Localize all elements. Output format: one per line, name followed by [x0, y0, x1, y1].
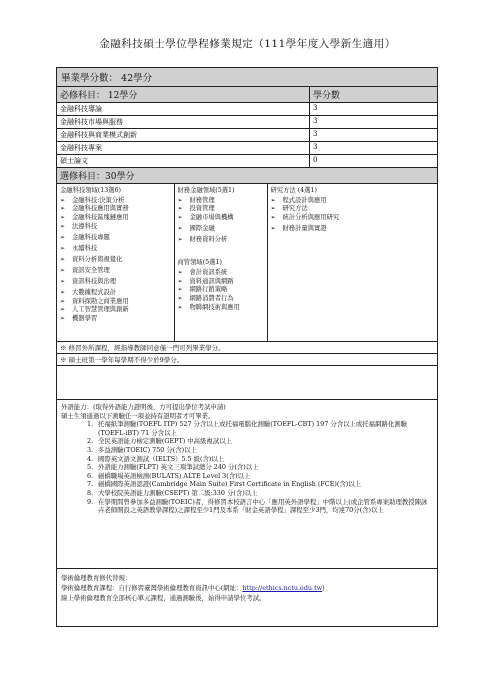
checkbox-icon: ➢ [177, 196, 183, 204]
elective-header-row [57, 168, 438, 184]
course-credits: 3 [310, 142, 438, 155]
list-item: 2. 全民英語能力檢定測驗(GEPT) 中高級複試以上 [87, 437, 232, 446]
checkbox-icon: ➢ [60, 297, 66, 305]
table-row [57, 116, 438, 129]
requirements-table [56, 67, 438, 627]
checkbox-icon: ➢ [60, 288, 66, 296]
checkbox-icon: ➢ [270, 225, 276, 233]
checkbox-icon: ➢ [270, 214, 276, 222]
course-credits: 3 [310, 116, 438, 129]
field-title: 商管領域(5選1) [177, 259, 222, 267]
finance-commerce-fields [174, 184, 267, 341]
checkbox-icon: ➢ [177, 268, 183, 276]
credits-header: 學分數 [310, 87, 438, 103]
methods-field [267, 184, 437, 341]
checkbox-icon: ➢ [270, 196, 276, 204]
checkbox-icon: ➢ [177, 303, 183, 311]
list-item: 5. 外語能力測驗(FLPT) 英文三項筆試總分 240 分(含)以上 [87, 463, 259, 472]
checkbox-icon: ➢ [60, 314, 66, 322]
list-item: ➢ 金融科技區塊鏈應用 [60, 214, 129, 222]
field-title: 財務金融領域(5選1) [177, 187, 235, 194]
course-name: 金融科技專案 [57, 142, 310, 155]
checkbox-icon: ➢ [177, 225, 183, 233]
list-item: ➢ 大數據程式設計 [60, 288, 117, 296]
field-title: 研究方法 (4選1) [270, 187, 317, 194]
checkbox-icon: ➢ [60, 306, 66, 314]
checkbox-icon: ➢ [270, 205, 276, 213]
list-item: 7. 劍橋國際英語認證(Cambridge Main Suite) First Certificate in English (FCE)(含)以上 [87, 480, 362, 489]
list-item: ➢ 資料探勘之商業應用 [60, 297, 129, 305]
list-item: ➢ 財務資料分析 [177, 236, 228, 244]
language-requirement-row [57, 400, 438, 569]
checkbox-icon: ➢ [60, 244, 66, 252]
list-item: 8. 大學校院英語能力測驗(CSEPT) 第二級:330 分(含)以上 [87, 488, 258, 497]
language-requirement [57, 400, 438, 569]
ethics-requirement [57, 569, 438, 627]
ethics-heading: 學術倫理教育修代替規： [61, 574, 132, 582]
list-item: ➢ 資料分析與視覺化 [60, 255, 123, 263]
list-item: ➢ 金融科技專題 [60, 233, 110, 241]
course-name: 金融科技市場與服務 [57, 116, 310, 129]
list-item: ➢ 物聯網技術與應用 [177, 303, 240, 311]
ethics-line: 學術倫理教育課程：自行修習臺灣學術倫理教育資訊中心(網址：http://ethics.nctu.edu.tw) [61, 584, 325, 592]
checkbox-icon: ➢ [60, 205, 66, 213]
course-credits: 3 [310, 103, 438, 116]
checkbox-icon: ➢ [60, 222, 66, 230]
list-item: 1. 托福紙筆測驗(TOEFL ITP) 527 分含以上或托福電腦化測驗(TOEFL-CBT) 197 分含以上或托福網路化測驗(TOEFL-iBT) 71 分含以上 [87, 420, 408, 437]
table-row [57, 155, 438, 168]
checkbox-icon: ➢ [177, 205, 183, 213]
table-row [57, 103, 438, 116]
list-item: ➢ 網路行銷策略 [177, 286, 228, 294]
note-text: ※ 修習外所課程，經指導教師同意僅一門可列畢業學分。 [57, 342, 438, 354]
checkbox-icon: ➢ [60, 196, 66, 204]
course-credits: 3 [310, 129, 438, 142]
elective-header: 選修科目：30學分 [57, 168, 438, 184]
checkbox-icon: ➢ [60, 266, 66, 274]
page-title: 金融科技碩士學位學程修業規定（111學年度入學新生適用） [99, 38, 396, 50]
required-header-row [57, 87, 438, 103]
field-title: 金融科技領域(13選6) [60, 187, 122, 194]
list-item: ➢ 人工智慧管理與創新 [60, 306, 129, 314]
note-text: ※ 碩士班第一學年每學期不得少於9學分。 [57, 354, 438, 366]
list-item: ➢ 財務計量與實證 [270, 225, 327, 233]
course-name: 碩士論文 [57, 155, 310, 168]
checkbox-icon: ➢ [177, 286, 183, 294]
list-item: 4. 國際英文語文測試（IELTS）5.5 級(含)以上 [87, 454, 225, 463]
course-credits: 0 [310, 155, 438, 168]
list-item: ➢ 資訊安全管理 [60, 266, 110, 274]
table-row [57, 129, 438, 142]
blank-row [57, 366, 438, 400]
list-item: ➢ 資料通訊與網路 [177, 277, 234, 285]
elective-fields-row [57, 184, 438, 342]
total-credits-row [57, 68, 438, 87]
list-item: ➢ 永續科技 [60, 244, 98, 252]
required-header: 必修科目： 12學分 [57, 87, 310, 103]
elective-fields [57, 184, 437, 341]
total-credits: 畢業學分數： 42學分 [57, 68, 438, 87]
ethics-line: 線上學術倫理教育全部核心單元課程，通過測驗後，始得申請學位考試。 [61, 594, 266, 602]
list-item: ➢ 機器學習 [60, 314, 98, 322]
note-row [57, 354, 438, 366]
course-name: 金融科技導論 [57, 103, 310, 116]
checkbox-icon: ➢ [60, 214, 66, 222]
checkbox-icon: ➢ [60, 233, 66, 241]
list-item: ➢ 金融科技:決策分析 [60, 196, 125, 204]
list-item: 9. 在學期間曾參加多益測驗(TOEIC)者，得修習本校語言中心「應用英外語學程」中階以上(或企管系專案助理教授陳詠卉老師開設之英語教學課程)之課程至少1門及本系「財金英語學程」課程至少3門，均達70分(含)以上 [87, 497, 428, 515]
checkbox-icon: ➢ [177, 277, 183, 285]
checkbox-icon: ➢ [60, 277, 66, 285]
list-item: ➢ 程式設計與應用 [270, 196, 327, 204]
list-item: ➢ 會計資訊系統 [177, 268, 228, 276]
checkbox-icon: ➢ [60, 255, 66, 263]
table-row [57, 142, 438, 155]
list-item: ➢ 金融市場與機構 [177, 214, 234, 222]
list-item: ➢ 金融科技應用與實務 [60, 205, 129, 213]
checkbox-icon: ➢ [177, 294, 183, 302]
course-name: 金融科技與商業模式創新 [57, 129, 310, 142]
list-item: ➢ 國際金融 [177, 225, 215, 233]
list-item: 6. 劍橋職場英語檢測(BULATS) ALTE Level 3(含)以上 [87, 471, 251, 480]
list-item: ➢ 研究方法 [270, 205, 308, 213]
list-item: ➢ 統計分析與應用研究 [270, 214, 340, 222]
ethics-row [57, 569, 438, 627]
list-item: ➢ 資訊科技與治理 [60, 277, 117, 285]
language-intro: 碩士生須通過以下測驗任一項並持有證明者才可畢業。 [61, 411, 215, 420]
checkbox-icon: ➢ [177, 214, 183, 222]
list-item: ➢ 財務管理 [177, 196, 215, 204]
fintech-field [57, 184, 174, 341]
list-item: ➢ 投資管理 [177, 205, 215, 213]
ethics-link[interactable]: http://ethics.nctu.edu.tw [242, 584, 323, 592]
list-item: ➢ 網路消費者行為 [177, 294, 234, 302]
language-heading: 外語能力：(取得外語能力證明後，方可提出學位考試申請) [61, 403, 226, 411]
list-item: 3. 多益測驗(TOEIC) 750 分(含)以上 [87, 445, 197, 454]
checkbox-icon: ➢ [177, 236, 183, 244]
note-row [57, 342, 438, 354]
list-item: ➢ 法遵科技 [60, 222, 98, 230]
language-test-list [61, 420, 433, 515]
